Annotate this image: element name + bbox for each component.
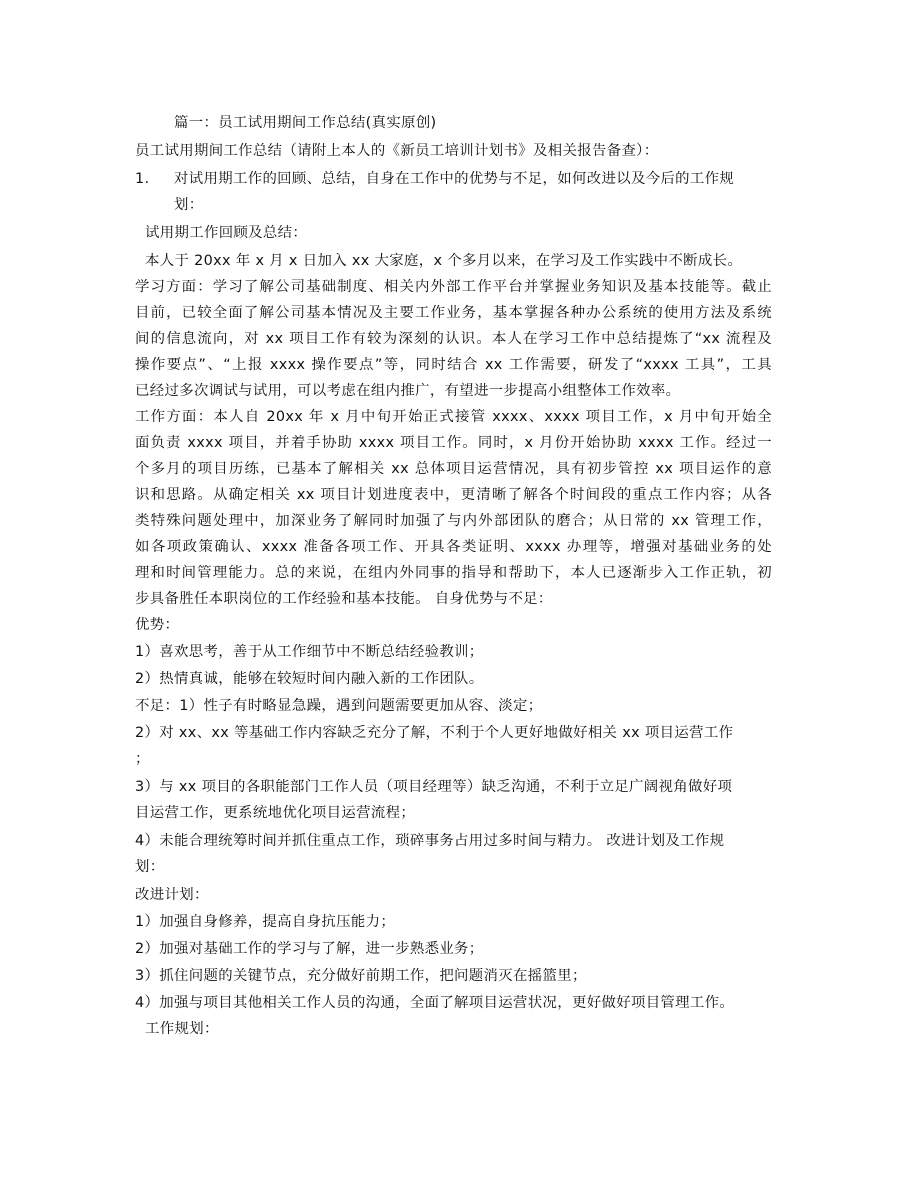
section-heading: 改进计划： [135, 887, 209, 903]
list-item: 1）加强自身修养，提高自身抗压能力； [135, 914, 396, 930]
section-heading: 优势： [135, 617, 180, 633]
item-line: 划： [174, 197, 204, 213]
paragraph-line: 理和时间管理能力。总的来说，在组内外同事的指导和帮助下，本人已逐渐步入工作正轨，初 [135, 565, 772, 581]
paragraph-line: 如各项政策确认、xxxx 准备各项工作、开具各类证明、xxxx 办理等，增强对基础业务的处 [135, 539, 772, 555]
list-item: 2）热情真诚，能够在较短时间内融入新的工作团队。 [135, 671, 484, 687]
list-item: 2）对 xx、xx 等基础工作内容缺乏充分了解，不利于个人更好地做好相关 xx 项目运营工作 [135, 725, 734, 741]
section-heading: 试用期工作回顾及总结： [145, 225, 308, 241]
list-item: 目运营工作，更系统地优化项目运营流程； [135, 805, 416, 821]
paragraph-line: 个多月的项目历练，已基本了解相关 xx 总体项目运营情况，具有初步管控 xx 项目运作的意 [135, 461, 772, 477]
list-item: 3）抓住问题的关键节点，充分做好前期工作，把问题消灭在摇篮里； [135, 968, 587, 984]
item-number: 1. [135, 171, 150, 187]
paragraph-line: 面负责 xxxx 项目，并着手协助 xxxx 项目工作。同时，x 月份开始协助 xxxx 工作。经过一 [135, 435, 772, 451]
section-heading: 工作规划： [145, 1021, 219, 1037]
paragraph-line: 学习方面：学习了解公司基础制度、相关内外部工作平台并掌握业务知识及基本技能等。截止 [135, 279, 772, 295]
paragraph-line: 步具备胜任本职岗位的工作经验和基本技能。 自身优势与不足： [135, 591, 553, 607]
paragraph-line: 本人于 20xx 年 x 月 x 日加入 xx 大家庭，x 个多月以来，在学习及工作实践中不断成长。 [145, 253, 743, 269]
list-item: 1）喜欢思考，善于从工作细节中不断总结经验教训； [135, 644, 484, 660]
list-item: 划： [135, 859, 165, 875]
list-item: 2）加强对基础工作的学习与了解，进一步熟悉业务； [135, 941, 484, 957]
paragraph-line: 工作方面：本人自 20xx 年 x 月中旬开始正式接管 xxxx、xxxx 项目工作，x 月中旬开始全 [135, 409, 772, 425]
list-item: ； [135, 751, 150, 767]
item-line: 对试用期工作的回顾、总结，自身在工作中的优势与不足，如何改进以及今后的工作规 [174, 171, 735, 187]
list-item: 4）加强与项目其他相关工作人员的沟通，全面了解项目运营状况，更好做好项目管理工作。 [135, 995, 735, 1011]
list-item: 3）与 xx 项目的各职能部门工作人员（项目经理等）缺乏沟通，不利于立足广阔视角做好项 [135, 779, 733, 795]
list-item: 不足：1）性子有时略显急躁，遇到问题需要更加从容、淡定； [135, 698, 543, 714]
list-item: 4）未能合理统筹时间并抓住重点工作，琐碎事务占用过多时间与精力。 改进计划及工作规 [135, 833, 725, 849]
paragraph-line: 类特殊问题处理中，加深业务了解同时加强了与内外部团队的磨合；从日常的 xx 管理工作， [135, 513, 772, 529]
paragraph-line: 间的信息流向，对 xx 项目工作有较为深刻的认识。本人在学习工作中总结提炼了“xx 流程及 [135, 331, 772, 347]
document-title: 篇一：员工试用期间工作总结(真实原创) [174, 115, 437, 131]
paragraph-line: 目前，已较全面了解公司基本情况及主要工作业务，基本掌握各种办公系统的使用方法及系统 [135, 305, 772, 321]
paragraph-line: 已经过多次调试与试用，可以考虑在组内推广，有望进一步提高小组整体工作效率。 [135, 383, 681, 399]
paragraph-line: 识和思路。从确定相关 xx 项目计划进度表中，更清晰了解各个时间段的重点工作内容；从各 [135, 487, 772, 503]
paragraph-line: 操作要点”、“上报 xxxx 操作要点”等，同时结合 xx 工作需要，研发了“xxxx 工具”，工具 [135, 357, 772, 373]
document-subtitle: 员工试用期间工作总结（请附上本人的《新员工培训计划书》及相关报告备查）： [135, 143, 659, 159]
